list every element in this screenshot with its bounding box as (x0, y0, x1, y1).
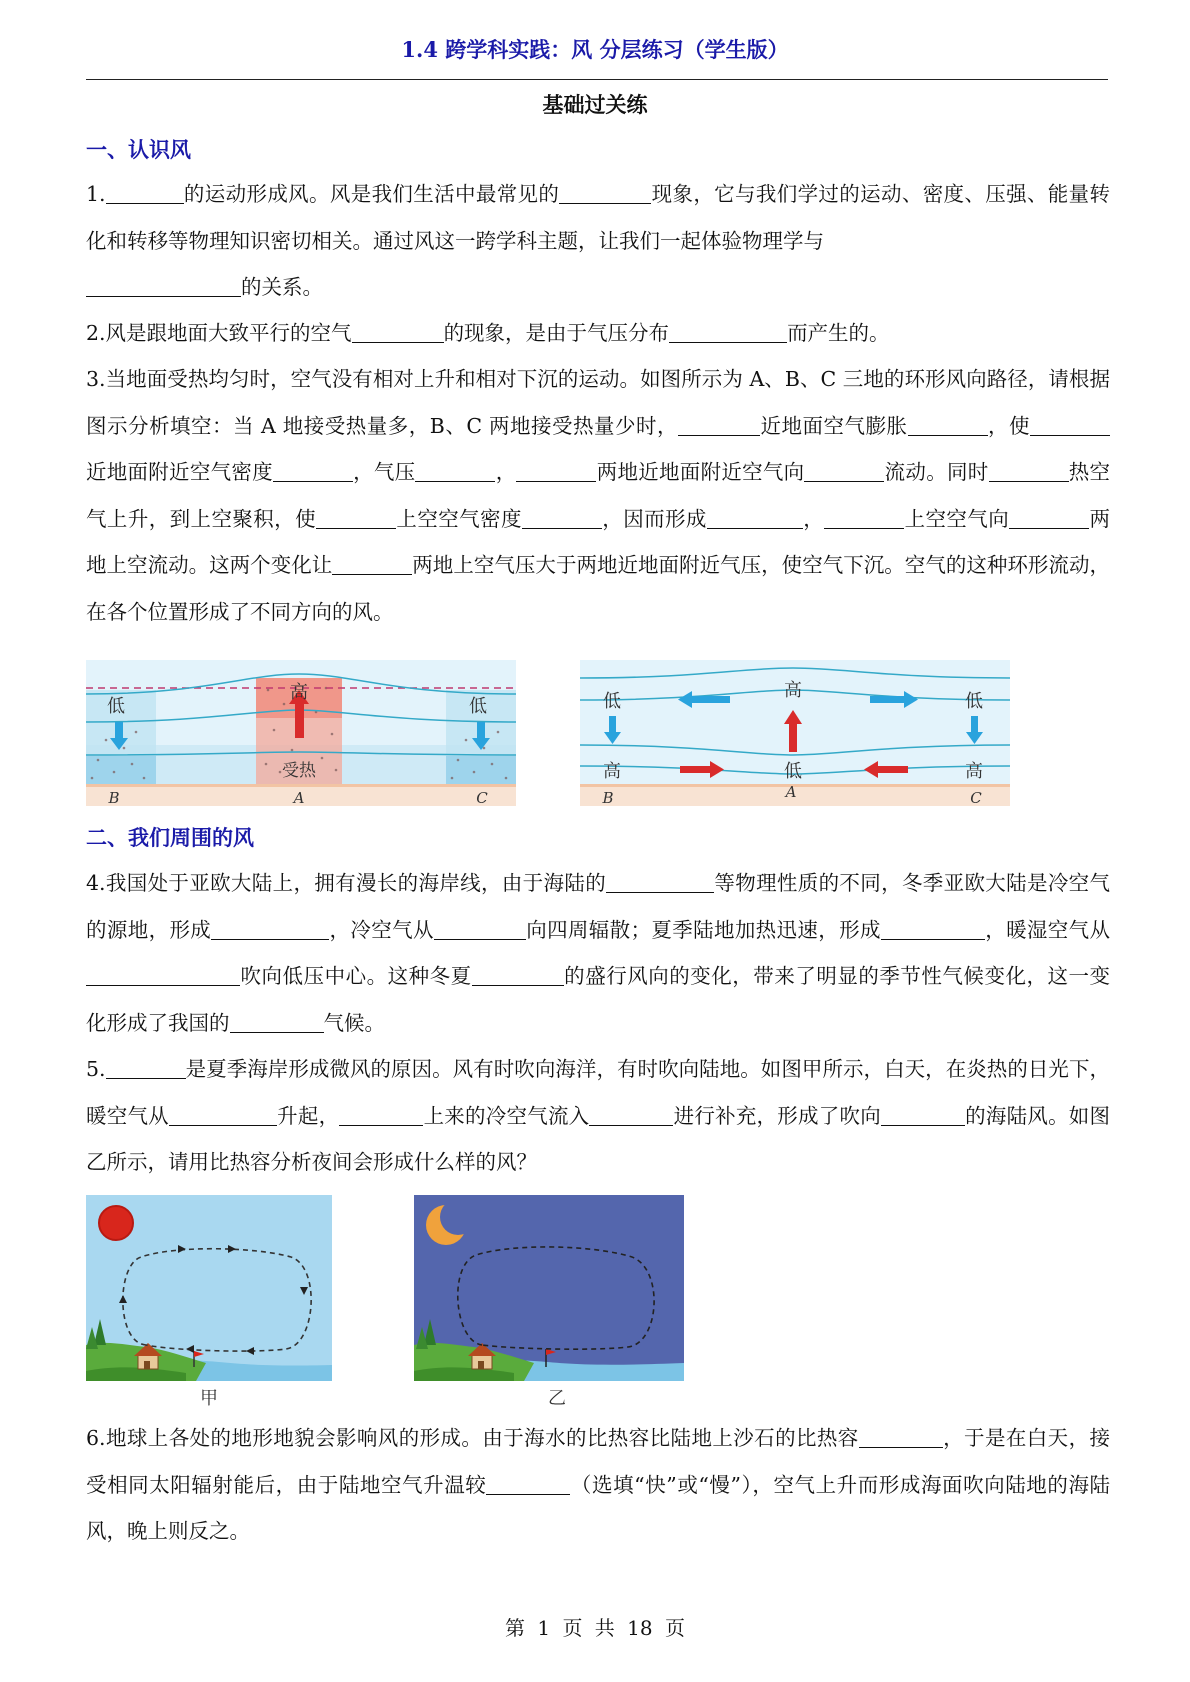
blank[interactable] (169, 1105, 277, 1126)
sea-breeze-night-figure (414, 1195, 684, 1381)
section-heading-basic: 基础过关练 (542, 92, 648, 117)
blank[interactable] (332, 554, 412, 575)
svg-text:高: 高 (290, 682, 308, 703)
blank[interactable] (606, 872, 714, 893)
figure-caption-day: 甲 (200, 1388, 218, 1409)
header-rule (86, 79, 1108, 80)
blank[interactable] (559, 183, 651, 204)
blank[interactable] (86, 965, 240, 986)
blank[interactable] (669, 322, 787, 343)
blank[interactable] (472, 965, 564, 986)
page-title: 1.4 跨学科实践：风 分层练习（学生版） (401, 37, 789, 62)
diagram-heating-circulation (86, 660, 516, 806)
svg-text:受热: 受热 (282, 761, 316, 781)
svg-text:C: C (970, 789, 982, 806)
blank[interactable] (106, 1058, 186, 1079)
blank[interactable] (434, 919, 526, 940)
blank[interactable] (859, 1427, 943, 1448)
question-5: 5. 是夏季海岸形成微风的原因。风有时吹向海洋，有时吹向陆地。如图甲所示，白天，在炎热的日光下，暖空气从 升起， 上来的冷空气流入 进行补充，形成了吹向 的海陆风。如图乙所示，请用比热容分析夜间会形成什么样的风？ (86, 1057, 1111, 1174)
svg-text:高: 高 (965, 761, 983, 782)
blank[interactable] (516, 461, 596, 482)
svg-text:A: A (293, 789, 305, 806)
section-title-2: 二、我们周围的风 (86, 825, 254, 850)
blank[interactable] (86, 276, 241, 297)
question-1: 1. 的运动形成风。风是我们生活中最常见的 现象，它与我们学过的运动、密度、压强、能量转化和转移等物理知识密切相关。通过风这一跨学科主题，让我们一起体验物理学与 的关系。 (86, 182, 1111, 299)
blank[interactable] (589, 1105, 673, 1126)
svg-text:低: 低 (603, 691, 621, 712)
blank[interactable] (211, 919, 329, 940)
page-number: 第 1 页 共 18 页 (505, 1616, 685, 1640)
svg-text:B: B (602, 789, 614, 806)
svg-text:高: 高 (784, 680, 802, 701)
blank[interactable] (339, 1105, 423, 1126)
svg-text:低: 低 (784, 761, 802, 782)
blank[interactable] (486, 1474, 570, 1495)
diagram-pressure-circulation (580, 660, 1010, 806)
blank[interactable] (1030, 415, 1110, 436)
blank[interactable] (522, 508, 602, 529)
blank[interactable] (352, 322, 444, 343)
blank[interactable] (230, 1012, 324, 1033)
blank[interactable] (989, 461, 1069, 482)
blank[interactable] (1009, 508, 1089, 529)
svg-text:低: 低 (469, 696, 487, 717)
question-2: 2.风是跟地面大致平行的空气 的现象，是由于气压分布 而产生的。 (86, 321, 890, 345)
blank[interactable] (316, 508, 396, 529)
svg-text:A: A (785, 783, 797, 801)
svg-text:低: 低 (107, 696, 125, 717)
blank[interactable] (678, 415, 760, 436)
blank[interactable] (273, 461, 353, 482)
blank[interactable] (908, 415, 988, 436)
blank[interactable] (415, 461, 495, 482)
figure-caption-night: 乙 (548, 1388, 566, 1409)
blank[interactable] (804, 461, 884, 482)
blank[interactable] (707, 508, 803, 529)
blank[interactable] (881, 919, 985, 940)
question-4: 4.我国处于亚欧大陆上，拥有漫长的海岸线，由于海陆的 等物理性质的不同，冬季亚欧大陆是冷空气的源地，形成 ，冷空气从 向四周辐散；夏季陆地加热迅速，形成 ，暖湿空气从吹向低压中心。这种冬夏 的盛行风向的变化，带来了明显的季节性气候变化，这一变化形成了我国的 气候。 (86, 871, 1111, 1035)
svg-text:C: C (476, 789, 488, 806)
sun-icon (99, 1206, 133, 1240)
svg-text:高: 高 (603, 761, 621, 782)
blank[interactable] (881, 1105, 965, 1126)
blank[interactable] (106, 183, 184, 204)
blank[interactable] (824, 508, 904, 529)
question-6: 6.地球上各处的地形地貌会影响风的形成。由于海水的比热容比陆地上沙石的比热容 ，于是在白天，接受相同太阳辐射能后，由于陆地空气升温较 （选填“快”或“慢”），空气上升而形成海面吹向陆地的海陆风，晚上则反之。 (86, 1426, 1111, 1543)
sea-breeze-day-figure (86, 1195, 332, 1381)
section-title-1: 一、认识风 (86, 137, 191, 162)
svg-text:B: B (108, 789, 120, 806)
question-3: 3.当地面受热均匀时，空气没有相对上升和相对下沉的运动。如图所示为 A、B、C 三地的环形风向路径，请根据图示分析填空：当 A 地接受热量多，B、C 两地接受热量少时， 近地面空气膨胀 ，使近地面附近空气密度 ，气压 ， 两地近地面附近空气向 流动。同时 热空气上升，到上空聚积，使 上空空气密度 ，因而形成 ， 上空空气向 两地上空流动。这两个变化让 两地上空气压大于两地近地面附近气压，使空气下沉。空气的这种环形流动，在各个位置形成了不同方向的风。 (86, 367, 1111, 624)
svg-text:低: 低 (965, 691, 983, 712)
